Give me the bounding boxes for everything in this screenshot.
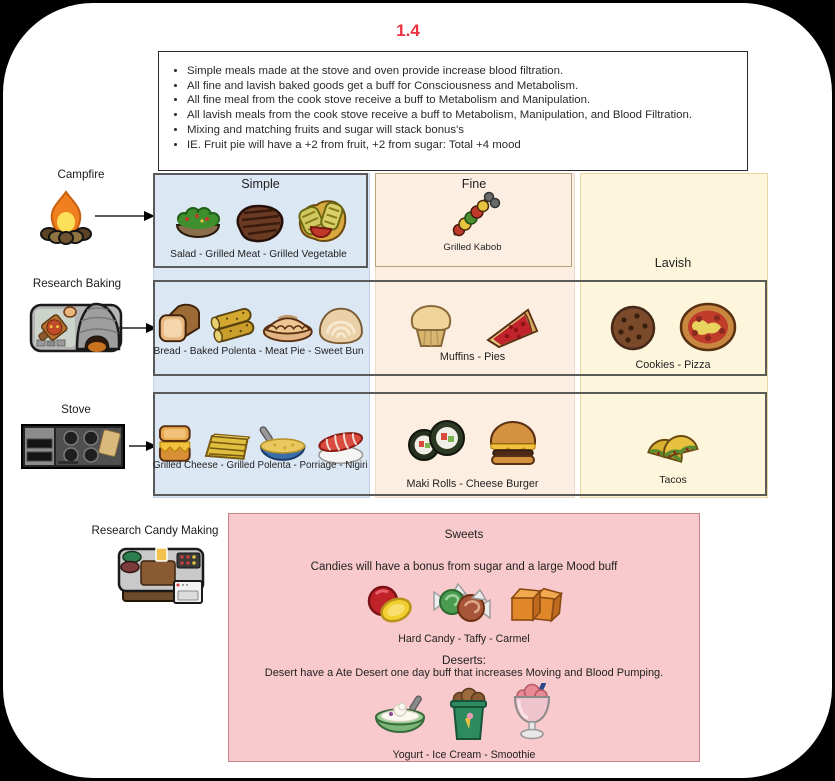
- column-header-lavish: Lavish: [654, 256, 692, 270]
- campfire-icon: [37, 189, 95, 245]
- baked-polenta-icon: [206, 300, 258, 346]
- stove-fine-label: Maki Rolls - Cheese Burger: [406, 478, 539, 490]
- stove-fine-icons: [375, 417, 570, 465]
- arrow-right-icon: [95, 209, 155, 223]
- campfire-label: Campfire: [57, 168, 105, 181]
- baking-lavish-label: Cookies - Pizza: [635, 359, 711, 371]
- baking-lavish-icons: [580, 302, 766, 352]
- sweets-box: [228, 513, 700, 762]
- campfire-fine-icons: [375, 187, 570, 241]
- baking-oven-icon: [29, 295, 123, 353]
- note-bullet: • Mixing and matching fruits and sugar will stack bonus's: [187, 123, 747, 138]
- candies-note: Candies will have a bonus from sugar and a large Mood buff: [310, 561, 618, 573]
- taco-icon: [646, 423, 700, 469]
- note-bullet: • IE. Fruit pie will have a +2 from fruit, +2 from sugar: Total +4 mood: [187, 138, 747, 153]
- taffy-icon: [432, 582, 492, 628]
- sweet-bun-icon: [317, 304, 365, 346]
- diagram-canvas: [1, 1, 834, 780]
- baking-simple-icons: [155, 300, 365, 346]
- candy-machine-icon: [115, 543, 207, 607]
- notes-box: [158, 51, 748, 171]
- note-bullet: • All lavish meals from the cook stove receive a buff to Metabolism, Manipulation, and Blood Filtration.: [187, 108, 747, 123]
- candy-icons: [229, 578, 699, 628]
- hard-candy-icon: [364, 582, 416, 628]
- stove-lavish-label: Tacos: [659, 474, 687, 486]
- pie-slice-icon: [483, 303, 541, 349]
- research-candy-making-label: Research Candy Making: [91, 524, 219, 537]
- arrow-right-icon: [119, 321, 157, 335]
- deserts-title: Deserts:: [442, 653, 486, 667]
- ice-cream-icon: [445, 687, 491, 741]
- page-title: 1.4: [396, 21, 420, 40]
- column-header-fine: Fine: [461, 177, 487, 191]
- stove-lavish-icons: [580, 423, 766, 469]
- stove-icon: [21, 422, 125, 470]
- baking-fine-label: Muffins - Pies: [439, 351, 506, 363]
- meat-pie-icon: [261, 302, 315, 346]
- grilled-cheese-icon: [155, 423, 195, 465]
- grilled-vegetable-icon: [293, 195, 349, 245]
- baking-fine-icons: [375, 301, 570, 349]
- cheese-burger-icon: [486, 417, 540, 465]
- notes-list: [187, 64, 747, 152]
- pizza-icon: [679, 302, 737, 352]
- bread-icon: [155, 300, 203, 346]
- grilled-meat-icon: [230, 199, 288, 245]
- note-bullet: • Simple meals made at the stove and oven provide increase blood filtration.: [187, 64, 747, 79]
- candies-label: Hard Candy - Taffy - Carmel: [398, 633, 530, 645]
- column-header-simple: Simple: [241, 177, 280, 191]
- stove-label: Stove: [61, 403, 91, 416]
- porriage-icon: [258, 425, 307, 465]
- muffin-icon: [405, 301, 457, 349]
- campfire-simple-icons: [155, 195, 365, 245]
- deserts-label: Yogurt - Ice Cream - Smoothie: [392, 749, 536, 761]
- campfire-fine-label: Grilled Kabob: [443, 242, 502, 253]
- deserts-note: Desert have a Ate Desert one day buff that increases Moving and Blood Pumping.: [264, 667, 664, 679]
- research-baking-label: Research Baking: [32, 277, 122, 290]
- note-bullet: • All fine and lavish baked goods get a buff for Consciousness and Metabolism.: [187, 79, 747, 94]
- yogurt-icon: [373, 695, 427, 741]
- grilled-kabob-icon: [444, 187, 502, 241]
- desert-icons: [229, 683, 699, 741]
- note-bullet: • All fine meal from the cook stove receive a buff to Metabolism and Manipulation.: [187, 93, 747, 108]
- salad-icon: [171, 199, 225, 245]
- smoothie-icon: [509, 683, 555, 741]
- cookie-icon: [609, 304, 657, 352]
- baking-simple-label: Bread - Baked Polenta - Meat Pie - Sweet Bun: [153, 346, 364, 357]
- campfire-simple-label: Salad - Grilled Meat - Grilled Vegetable: [170, 249, 347, 260]
- maki-rolls-icon: [406, 417, 466, 465]
- stove-simple-label: Grilled Cheese - Grilled Polenta - Porriage - Nigiri: [153, 460, 368, 471]
- stove-simple-icons: [155, 423, 365, 465]
- sweets-title: Sweets: [444, 527, 484, 541]
- carmel-icon: [508, 582, 564, 628]
